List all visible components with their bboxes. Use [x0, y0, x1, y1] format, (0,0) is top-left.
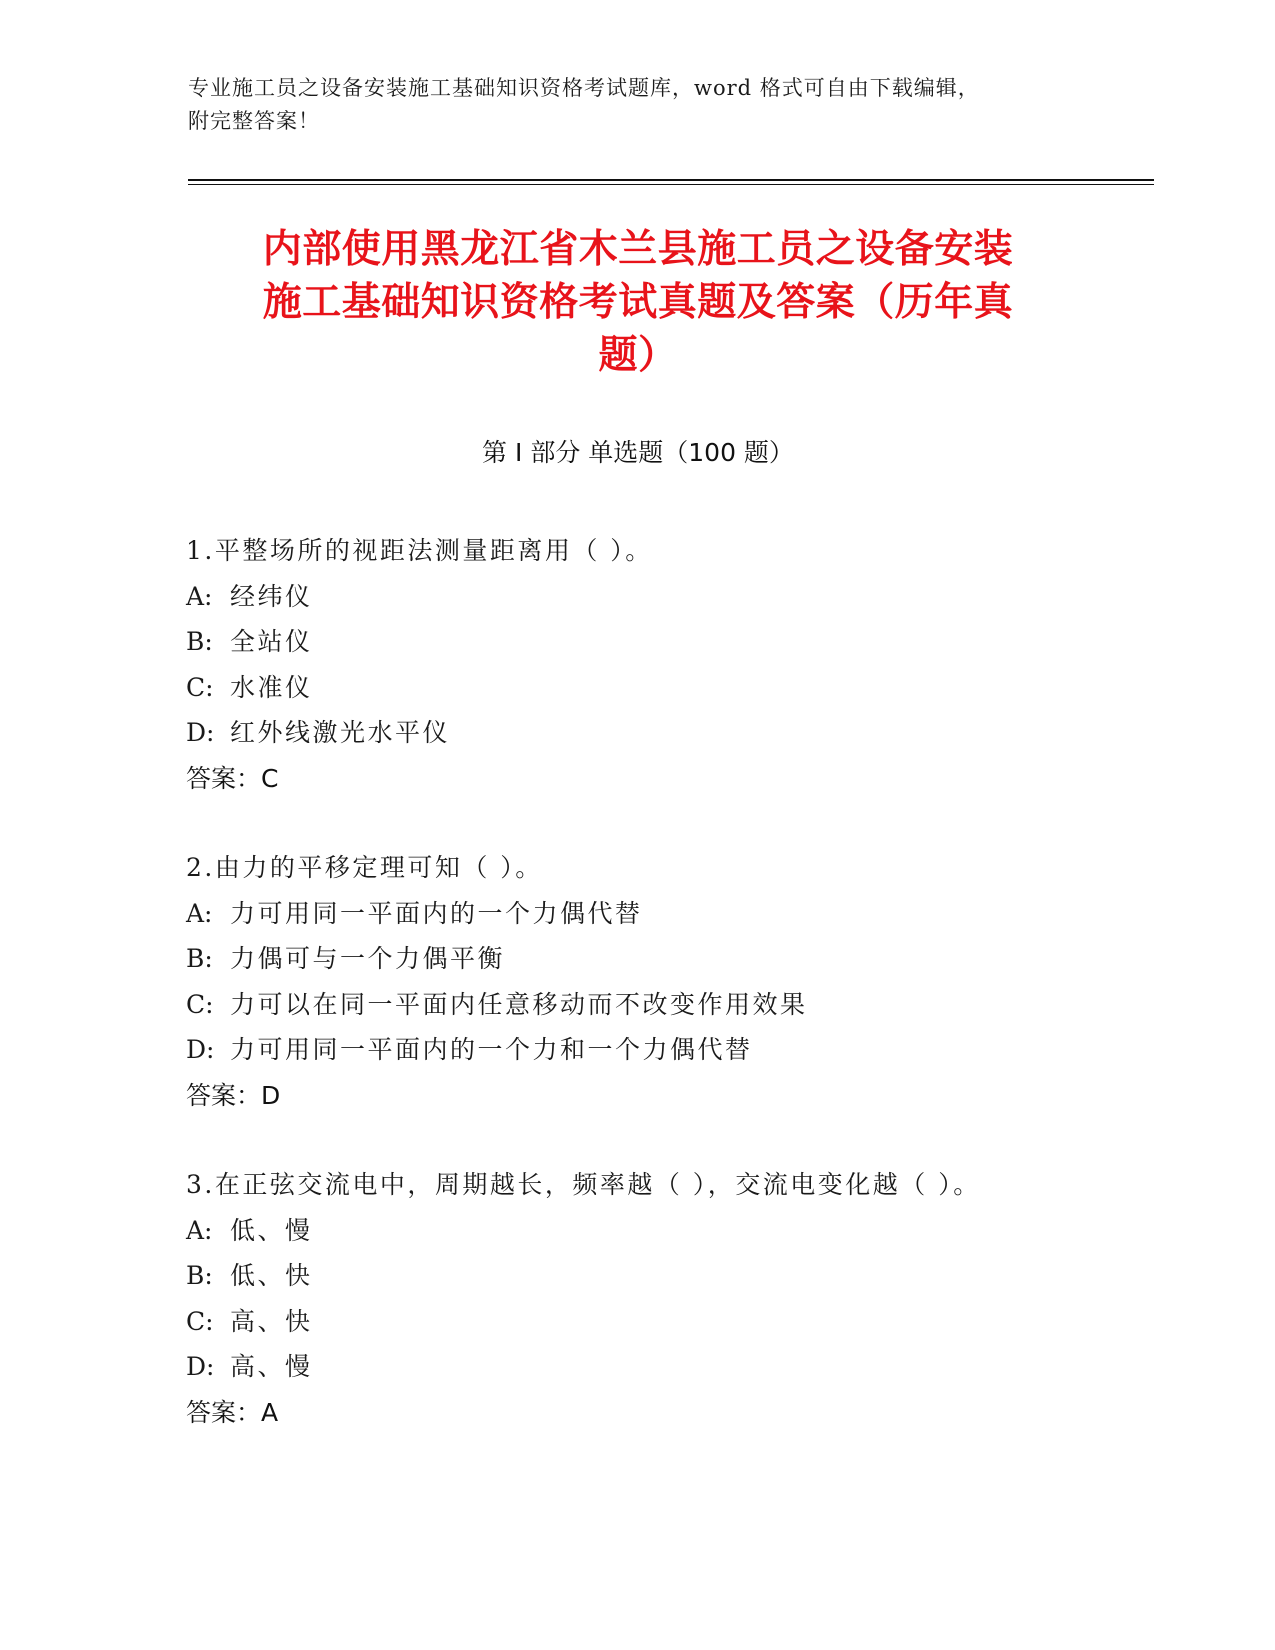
- document-title: [188, 223, 1088, 382]
- header-divider-thick: [188, 179, 1154, 181]
- header-note: [188, 72, 1068, 138]
- option-text: 红外线激光水平仪: [230, 718, 451, 747]
- document-title-line-3: 题）: [598, 333, 678, 378]
- option-b: [186, 619, 1146, 665]
- option-text: 高、快: [230, 1306, 313, 1336]
- option-key: A:: [186, 581, 213, 611]
- option-key: C:: [186, 672, 214, 702]
- document-title-line-1: 内部使用黑龙江省木兰县施工员之设备安装: [262, 227, 1014, 272]
- question-stem: 2.由力的平移定理可知（ ）。: [186, 853, 543, 882]
- option-d: [186, 710, 1146, 756]
- option-text: 低、快: [230, 1261, 313, 1290]
- option-text: 全站仪: [230, 627, 313, 656]
- section-title: 第 I 部分 单选题（100 题）: [482, 438, 794, 467]
- question-item: [186, 845, 1146, 1118]
- option-d: [186, 1344, 1146, 1390]
- option-c: [186, 982, 1146, 1028]
- option-text: 经纬仪: [230, 581, 313, 611]
- question-list: [186, 528, 1146, 1479]
- answer: 答案：C: [186, 763, 279, 793]
- option-text: 力可用同一平面内的一个力偶代替: [230, 898, 643, 928]
- option-key: D:: [186, 1352, 215, 1381]
- option-text: 力可用同一平面内的一个力和一个力偶代替: [230, 1035, 753, 1064]
- question-stem: 3.在正弦交流电中，周期越长，频率越（ ），交流电变化越（ ）。: [186, 1170, 981, 1199]
- question-item: [186, 528, 1146, 801]
- option-key: B:: [186, 1261, 213, 1290]
- option-text: 水准仪: [230, 672, 313, 702]
- answer: 答案：A: [186, 1397, 279, 1427]
- question-item: [186, 1162, 1146, 1435]
- question-stem: 1.平整场所的视距法测量距离用（ ）。: [186, 536, 653, 565]
- option-a: [186, 574, 1146, 620]
- option-key: A:: [186, 1215, 213, 1245]
- option-text: 力偶可与一个力偶平衡: [230, 944, 506, 973]
- answer: 答案：D: [186, 1080, 281, 1110]
- option-key: D:: [186, 718, 215, 747]
- option-key: C:: [186, 1306, 214, 1336]
- option-key: A:: [186, 898, 213, 928]
- option-text: 高、慢: [230, 1352, 313, 1381]
- option-d: [186, 1027, 1146, 1073]
- option-text: 低、慢: [230, 1215, 313, 1245]
- option-a: [186, 1208, 1146, 1254]
- option-a: [186, 891, 1146, 937]
- header-divider-thin: [188, 184, 1154, 185]
- option-b: [186, 936, 1146, 982]
- option-text: 力可以在同一平面内任意移动而不改变作用效果: [230, 989, 808, 1019]
- header-note-line-1: 专业施工员之设备安装施工基础知识资格考试题库，word 格式可自由下载编辑，: [188, 76, 980, 100]
- document-title-line-2: 施工基础知识资格考试真题及答案（历年真: [262, 280, 1014, 325]
- header-note-line-2: 附完整答案！: [188, 109, 320, 133]
- option-c: [186, 665, 1146, 711]
- option-key: D:: [186, 1035, 215, 1064]
- option-b: [186, 1253, 1146, 1299]
- option-key: C:: [186, 989, 214, 1019]
- option-c: [186, 1299, 1146, 1345]
- option-key: B:: [186, 944, 213, 973]
- option-key: B:: [186, 627, 213, 656]
